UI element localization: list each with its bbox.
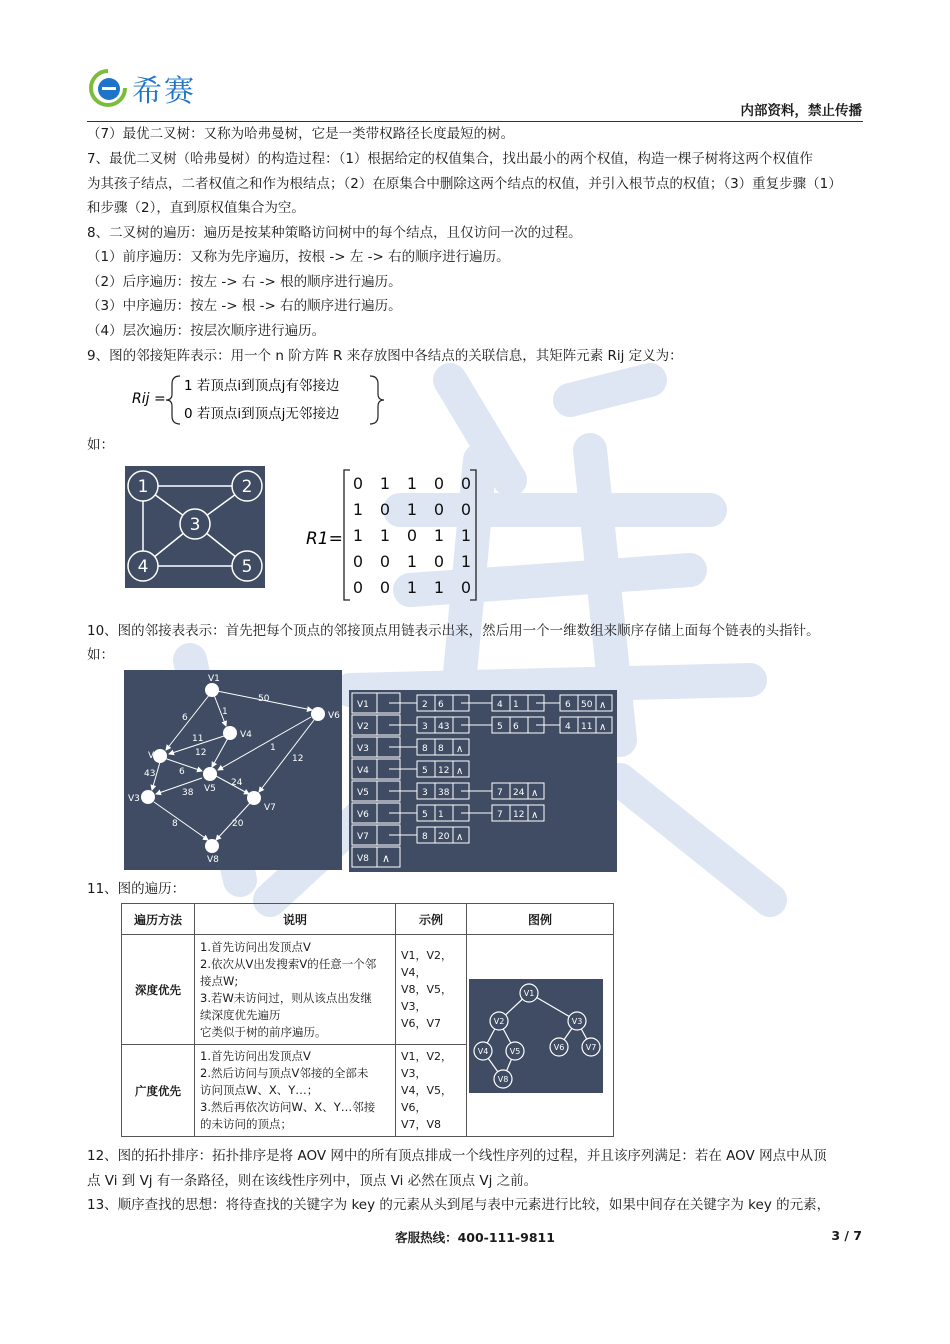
edge-weight: 12	[292, 754, 304, 764]
network-node-label: V7	[264, 803, 276, 813]
adjacency-matrix	[300, 466, 485, 606]
dfs-description	[195, 935, 396, 1045]
matrix-cell: 1	[460, 526, 472, 545]
network-node-label: V2	[148, 751, 160, 761]
list-node-weight: 50	[581, 700, 593, 710]
customer-hotline: 客服热线：400-111-9811	[395, 1230, 555, 1245]
brand-name: 希赛	[132, 74, 196, 109]
edge-weight: 50	[258, 694, 270, 704]
edge-weight: 6	[179, 767, 185, 777]
list-node-vertex: 6	[565, 700, 571, 710]
list-head-label: V7	[357, 832, 369, 842]
tree-node-label: V4	[477, 1046, 489, 1056]
null-pointer: ∧	[456, 744, 464, 755]
network-node-label: V6	[328, 711, 340, 721]
tree-node-label: V1	[523, 988, 535, 998]
list-head-label: V6	[357, 810, 369, 820]
weighted-network-figure	[124, 670, 342, 870]
text-line: （1）前序遍历：又称为先序遍历，按根 -> 左 -> 右的顺序进行遍历。	[87, 249, 510, 265]
matrix-cell: 0	[352, 578, 364, 597]
list-node-weight: 12	[513, 810, 525, 820]
matrix-cell: 0	[433, 500, 445, 519]
null-pointer: ∧	[456, 766, 464, 777]
network-node-label: V1	[208, 674, 220, 684]
dfs-step: 3.若W未访问过，则从该点出发继	[200, 990, 372, 1005]
matrix-cell: 0	[379, 552, 391, 571]
null-pointer: ∧	[599, 722, 607, 733]
tree-node-label: V7	[585, 1042, 597, 1052]
dfs-sequence: V6，V7	[401, 1017, 442, 1030]
text-line: 11、图的遍历：	[87, 881, 186, 897]
traversal-illustration	[467, 935, 614, 1137]
traversal-table	[121, 903, 614, 1137]
bfs-sequence: V1，V2，V3，	[401, 1050, 453, 1080]
list-node-weight: 12	[438, 766, 450, 776]
tree-node-label: V3	[571, 1016, 583, 1026]
dfs-step: 接点W;	[200, 973, 239, 988]
text-line: 和步骤（2），直到原权值集合为空。	[87, 200, 305, 216]
dfs-method: 深度优先	[122, 935, 195, 1045]
brand-logo	[88, 66, 196, 110]
bfs-step: 访问顶点W、X、Y…；	[200, 1083, 319, 1097]
edge-weight: 12	[195, 748, 207, 758]
text-line: 为其孩子结点，二者权值之和作为根结点；（2）在原集合中删除这两个结点的权值，并引入根节点的权值；（3）重复步骤（1）	[87, 176, 842, 192]
tree-node-label: V2	[493, 1016, 505, 1026]
matrix-cell: 0	[352, 474, 364, 493]
null-pointer: ∧	[531, 810, 539, 821]
internal-notice: 内部资料，禁止传播	[740, 103, 862, 119]
formula-case-zero: 0 若顶点i到顶点j无邻接边	[184, 406, 340, 422]
network-node-label: V5	[204, 784, 216, 794]
matrix-cell: 1	[460, 552, 472, 571]
list-node-vertex: 8	[422, 744, 428, 754]
list-head-label: V1	[357, 700, 369, 710]
graph-node-label: 3	[189, 515, 201, 535]
dfs-sequence: V1，V2，V4，	[401, 949, 453, 979]
matrix-cell: 0	[460, 500, 472, 519]
adjacency-list-figure	[349, 690, 617, 872]
tree-node-label: V6	[553, 1042, 565, 1052]
edge-weight: 1	[270, 743, 276, 753]
dfs-step: 它类似于树的前序遍历。	[200, 1024, 327, 1039]
dfs-step: 2.依次从V出发搜索V的任意一个邻	[200, 956, 377, 971]
list-node-vertex: 4	[565, 722, 571, 732]
bfs-description	[195, 1045, 396, 1137]
list-node-weight: 11	[581, 722, 593, 732]
text-line: （4）层次遍历：按层次顺序进行遍历。	[87, 323, 326, 339]
edge-weight: 1	[222, 707, 228, 717]
bfs-example	[396, 1045, 467, 1137]
text-line: 7、最优二叉树（哈弗曼树）的构造过程：（1）根据给定的权值集合，找出最小的两个权值，构造一棵子树将这两个权值作	[87, 151, 813, 167]
matrix-cell: 0	[460, 474, 472, 493]
matrix-cell: 1	[433, 526, 445, 545]
matrix-cell: 0	[379, 578, 391, 597]
matrix-cell: 0	[433, 552, 445, 571]
bfs-step: 的未访问的顶点；	[200, 1117, 292, 1131]
matrix-cell: 0	[433, 474, 445, 493]
matrix-cell: 1	[352, 500, 364, 519]
edge-weight: 8	[172, 819, 178, 829]
matrix-cell: 1	[352, 526, 364, 545]
header-divider	[87, 121, 863, 122]
text-line: （7）最优二叉树：又称为哈弗曼树，它是一类带权路径长度最短的树。	[87, 126, 515, 142]
bfs-step: 2.然后访问与顶点V邻接的全部未	[200, 1066, 369, 1080]
list-head-label: V2	[357, 722, 369, 732]
graph-node-label: 1	[137, 477, 149, 497]
matrix-cell: 0	[406, 526, 418, 545]
network-node-label: V8	[207, 855, 219, 865]
adjacency-formula	[128, 370, 388, 430]
edge-weight: 43	[144, 769, 156, 779]
dfs-sequence: V8，V5，V3，	[401, 983, 453, 1013]
bfs-step: 1.首先访问出发顶点V	[200, 1049, 311, 1063]
tree-node-label: V5	[509, 1046, 521, 1056]
text-line: （3）中序遍历：按左 -> 根 -> 右的顺序进行遍历。	[87, 298, 402, 314]
list-node-weight: 6	[513, 722, 519, 732]
list-node-vertex: 7	[497, 788, 503, 798]
graph-node-label: 4	[137, 557, 149, 577]
text-line: 8、二叉树的遍历：遍历是按某种策略访问树中的每个结点，且仅访问一次的过程。	[87, 225, 582, 241]
null-pointer: ∧	[382, 852, 391, 865]
list-head-label: V5	[357, 788, 369, 798]
traversal-tree-figure	[469, 979, 603, 1093]
matrix-cell: 1	[379, 474, 391, 493]
list-head-label: V8	[357, 854, 369, 864]
text-line: 13、顺序查找的思想：将待查找的关键字为 key 的元素从头到尾与表中元素进行比较，如果中间存在关键字为 key 的元素，	[87, 1197, 831, 1213]
edge-weight: 38	[182, 788, 194, 798]
text-line: 10、图的邻接表表示：首先把每个顶点的邻接顶点用链表示出来，然后用一个一维数组来顺序存储上面每个链表的头指针。	[87, 623, 820, 639]
graph-node-label: 5	[241, 557, 253, 577]
list-node-weight: 6	[438, 700, 444, 710]
bfs-sequence: V4，V5，V6，	[401, 1084, 453, 1114]
network-node-label: V4	[240, 730, 252, 740]
header-method: 遍历方法	[122, 904, 195, 935]
text-line: 点 Vi 到 Vj 有一条路径，则在该线性序列中，顶点 Vi 必然在顶点 Vj 之前。	[87, 1173, 538, 1189]
header-description: 说明	[195, 904, 396, 935]
null-pointer: ∧	[599, 700, 607, 711]
matrix-cell: 1	[433, 578, 445, 597]
text-line: 如：	[87, 647, 114, 663]
bfs-step: 3.然后再依次访问W、X、Y…邻接	[200, 1100, 376, 1114]
header-illustration: 图例	[467, 904, 614, 935]
list-node-weight: 8	[438, 744, 444, 754]
text-line: （2）后序遍历：按左 -> 右 -> 根的顺序进行遍历。	[87, 274, 402, 290]
list-node-vertex: 5	[422, 766, 428, 776]
list-node-vertex: 5	[497, 722, 503, 732]
list-node-vertex: 2	[422, 700, 428, 710]
dfs-step: 1.首先访问出发顶点V	[200, 939, 311, 954]
bfs-method: 广度优先	[122, 1045, 195, 1137]
edge-weight: 20	[232, 819, 244, 829]
network-node-label: V3	[128, 794, 140, 804]
null-pointer: ∧	[531, 788, 539, 799]
list-node-weight: 20	[438, 832, 450, 842]
header-example: 示例	[396, 904, 467, 935]
text-line: 9、图的邻接矩阵表示：用一个 n 阶方阵 R 来存放图中各结点的关联信息，其矩阵元素 Rij 定义为：	[87, 348, 683, 364]
matrix-cell: 1	[406, 500, 418, 519]
list-node-weight: 1	[513, 700, 519, 710]
text-line: 如：	[87, 437, 114, 453]
list-node-vertex: 3	[422, 722, 428, 732]
matrix-cell: 1	[379, 526, 391, 545]
matrix-cell: 1	[406, 552, 418, 571]
list-node-vertex: 4	[497, 700, 503, 710]
list-node-vertex: 5	[422, 810, 428, 820]
bfs-sequence: V7，V8	[401, 1118, 442, 1131]
text-line: 12、图的拓扑排序：拓扑排序是将 AOV 网中的所有顶点排成一个线性序列的过程，并且该序列满足：若在 AOV 网点中从顶	[87, 1148, 827, 1164]
tree-node-label: V8	[497, 1074, 509, 1084]
list-node-vertex: 3	[422, 788, 428, 798]
list-node-weight: 24	[513, 788, 525, 798]
logo-e-icon	[88, 68, 128, 108]
matrix-cell: 0	[460, 578, 472, 597]
matrix-label: R1=	[306, 529, 343, 549]
edge-weight: 11	[192, 734, 204, 744]
matrix-cell: 1	[406, 474, 418, 493]
matrix-cell: 0	[379, 500, 391, 519]
list-node-weight: 1	[438, 810, 444, 820]
dfs-step: 续深度优先遍历	[200, 1007, 281, 1022]
list-node-vertex: 7	[497, 810, 503, 820]
list-node-weight: 43	[438, 722, 450, 732]
list-head-label: V3	[357, 744, 369, 754]
list-head-label: V4	[357, 766, 369, 776]
edge-weight: 24	[231, 778, 243, 788]
null-pointer: ∧	[456, 832, 464, 843]
edge-weight: 6	[182, 713, 188, 723]
graph-node-label: 2	[241, 477, 253, 497]
page-number: 3 / 7	[831, 1228, 862, 1243]
list-node-vertex: 8	[422, 832, 428, 842]
formula-lhs: Rij =	[132, 391, 166, 407]
undirected-graph-figure	[125, 466, 265, 588]
dfs-example	[396, 935, 467, 1045]
matrix-cell: 0	[352, 552, 364, 571]
formula-case-one: 1 若顶点i到顶点j有邻接边	[184, 378, 340, 394]
list-node-weight: 38	[438, 788, 450, 798]
matrix-cell: 1	[406, 578, 418, 597]
